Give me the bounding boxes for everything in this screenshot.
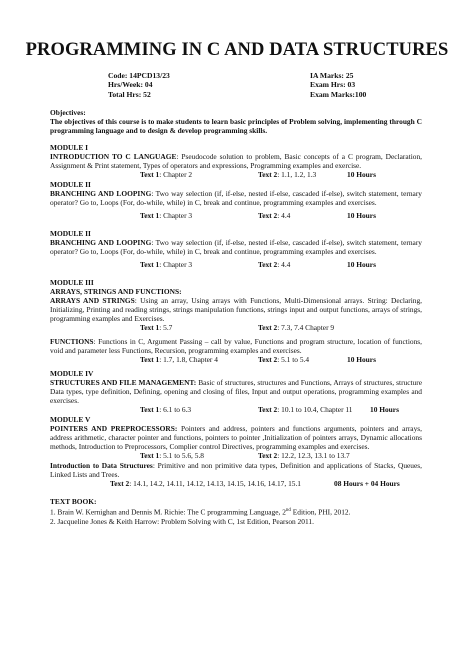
module-4-references (50, 405, 422, 415)
objectives-text: The objectives of this course is to make students to learn basic principles of Problem solving, implementing through C programming language and to design & develop programming skills. (50, 117, 422, 135)
module-1-text2: Text 2: 1.1, 1.2, 1.3 (258, 170, 317, 179)
module-5-data-structures (50, 461, 422, 479)
module-5-references (50, 451, 422, 461)
module-3-label: MODULE III (50, 278, 94, 287)
module-5-hours: 08 Hours + 04 Hours (334, 479, 400, 488)
module-2a-content (50, 189, 422, 207)
module-3-references-b (50, 355, 422, 365)
module-2a-label: MODULE II (50, 180, 91, 189)
meta-right (310, 71, 366, 99)
module-2a-references (50, 211, 422, 221)
module-4-label: MODULE IV (50, 369, 94, 378)
module-3-content (50, 296, 422, 323)
course-code: Code: 14PCD13/23 (108, 71, 170, 80)
exam-hours: Exam Hrs: 03 (310, 80, 356, 90)
module-1-hours: 10 Hours (347, 170, 376, 179)
module-1-topic: INTRODUCTION TO C LANGUAGE (50, 152, 177, 161)
syllabus-body (50, 108, 422, 526)
module-2b-topic: BRANCHING AND LOOPING (50, 238, 152, 247)
exam-marks: Exam Marks:100 (310, 89, 367, 99)
module-4-hours: 10 Hours (370, 405, 399, 414)
module-2b-references (50, 260, 422, 270)
module-2a-text2: Text 2: 4.4 (258, 211, 291, 220)
module-5-topic2: Introduction to Data Structures (50, 461, 153, 470)
module-1-references (50, 170, 422, 180)
textbook-1: 1. Brain W. Kernighan and Dennis M. Richie: The C programming Language, 2nd Edition, PHI, 2012. (50, 507, 351, 517)
module-3-text: : Using an array, Using arrays with Functions, Multi-Dimensional arrays. String: Declaring, Initializing, Printing and reading strings, strings manipulation functions, strings input and output functions, arrays of strings, programming examples and Exercises. (50, 296, 422, 323)
textbook-2: 2. Jacqueline Jones & Keith Harrow: Problem Solving with C, 1st Edition, Pearson 2011. (50, 516, 314, 526)
module-3-text2: Text 2: 7.3, 7.4 Chapter 9 (258, 323, 335, 332)
module-4-content (50, 378, 422, 405)
module-5-content (50, 424, 422, 451)
module-3-text1: Text 1: 5.7 (140, 323, 173, 332)
module-5-text1: Text 1: 5.1 to 5.6, 5.8 (140, 451, 204, 460)
module-3-text1b: Text 1: 1.7, 1.8, Chapter 4 (140, 355, 218, 364)
module-4-text1: Text 1: 6.1 to 6.3 (140, 405, 192, 414)
module-1-label: MODULE I (50, 143, 88, 152)
module-2b-text1: Text 1: Chapter 3 (140, 260, 193, 269)
module-1-text: : Pseudocode solution to problem, Basic concepts of a C program, Declaration, Assignment & Print statement, Types of operators and expressions, Programming examples and exercise. (50, 152, 422, 170)
module-4-text2: Text 2: 10.1 to 10.4, Chapter 11 (258, 405, 353, 414)
module-2b-content (50, 238, 422, 256)
module-5-topic: POINTERS AND PREPROCESSORS: (50, 424, 178, 433)
module-2a-hours: 10 Hours (347, 211, 376, 220)
module-5-references-b (50, 479, 422, 489)
module-3-functions (50, 337, 422, 355)
module-2b-label: MODULE II (50, 229, 91, 238)
module-1-text1: Text 1: Chapter 2 (140, 170, 193, 179)
module-3-hours: 10 Hours (347, 355, 376, 364)
module-5-text2b: Text 2: 14.1, 14.2, 14.11, 14.12, 14.13, 14.15, 14.16, 14.17, 15.1 (110, 479, 301, 488)
module-3-subtitle: ARRAYS, STRINGS AND FUNCTIONS: (50, 287, 182, 296)
module-3-text2: : Functions in C, Argument Passing – call by value, Functions and program structure, location of functions, void and parameter less Functions, Recursion, programming examples and exercises. (50, 337, 422, 355)
module-2b-text2: Text 2: 4.4 (258, 260, 291, 269)
module-4-topic: STRUCTURES AND FILE MANAGEMENT: (50, 378, 197, 387)
ia-marks: IA Marks: 25 (310, 71, 354, 80)
total-hours: Total Hrs: 52 (108, 89, 151, 99)
module-2a-text1: Text 1: Chapter 3 (140, 211, 193, 220)
textbook-heading: TEXT BOOK: (50, 497, 97, 506)
meta-left (108, 71, 170, 99)
page-title: PROGRAMMING IN C AND DATA STRUCTURES (25, 40, 449, 60)
module-2a-topic: BRANCHING AND LOOPING (50, 189, 152, 198)
module-3-references (50, 323, 422, 333)
module-2b-hours: 10 Hours (347, 260, 376, 269)
module-5-text: Pointers and address, pointers and functions arguments, pointers and arrays, address arithmetic, character pointer and functions, pointers to pointer ,Initialization of pointers arrays, Dynamic allocations methods, Introduction to Preprocessors, Complier control Directives, programming examples and exercises. (50, 424, 422, 451)
module-3-text2b: Text 2: 5.1 to 5.4 (258, 355, 310, 364)
module-5-text2: Text 2: 12.2, 12.3, 13.1 to 13.7 (258, 451, 350, 460)
objectives-heading: Objectives: (50, 108, 86, 117)
module-5-label: MODULE V (50, 415, 91, 424)
module-3-topic2: FUNCTIONS (50, 337, 94, 346)
module-4-text: Basic of structures, structures and Functions, Arrays of structures, structure Data types, type definition, Defining, opening and closing of files, Input and output operations, programming examples and exercises. (50, 378, 422, 405)
module-3-topic: ARRAYS AND STRINGS (50, 296, 135, 305)
hours-per-week: Hrs/Week: 04 (108, 80, 153, 90)
module-2a-text: : Two way selection (if, if-else, nested if-else, cascaded if-else), switch statement, ternary operator? Go to, Loops (For, do-while, while) in C, break and continue, programming examples and exercises. (50, 189, 422, 207)
module-5-text2: : Primitive and non primitive data types, Definition and applications of Stacks, Queues, Linked Lists and Trees. (50, 461, 422, 479)
module-2b-text: : Two way selection (if, if-else, nested if-else, cascaded if-else), switch statement, ternary operator? Go to, Loops (For, do-while, while) in C, break and continue, programming examples and exercises. (50, 238, 422, 256)
module-1-content (50, 152, 422, 170)
